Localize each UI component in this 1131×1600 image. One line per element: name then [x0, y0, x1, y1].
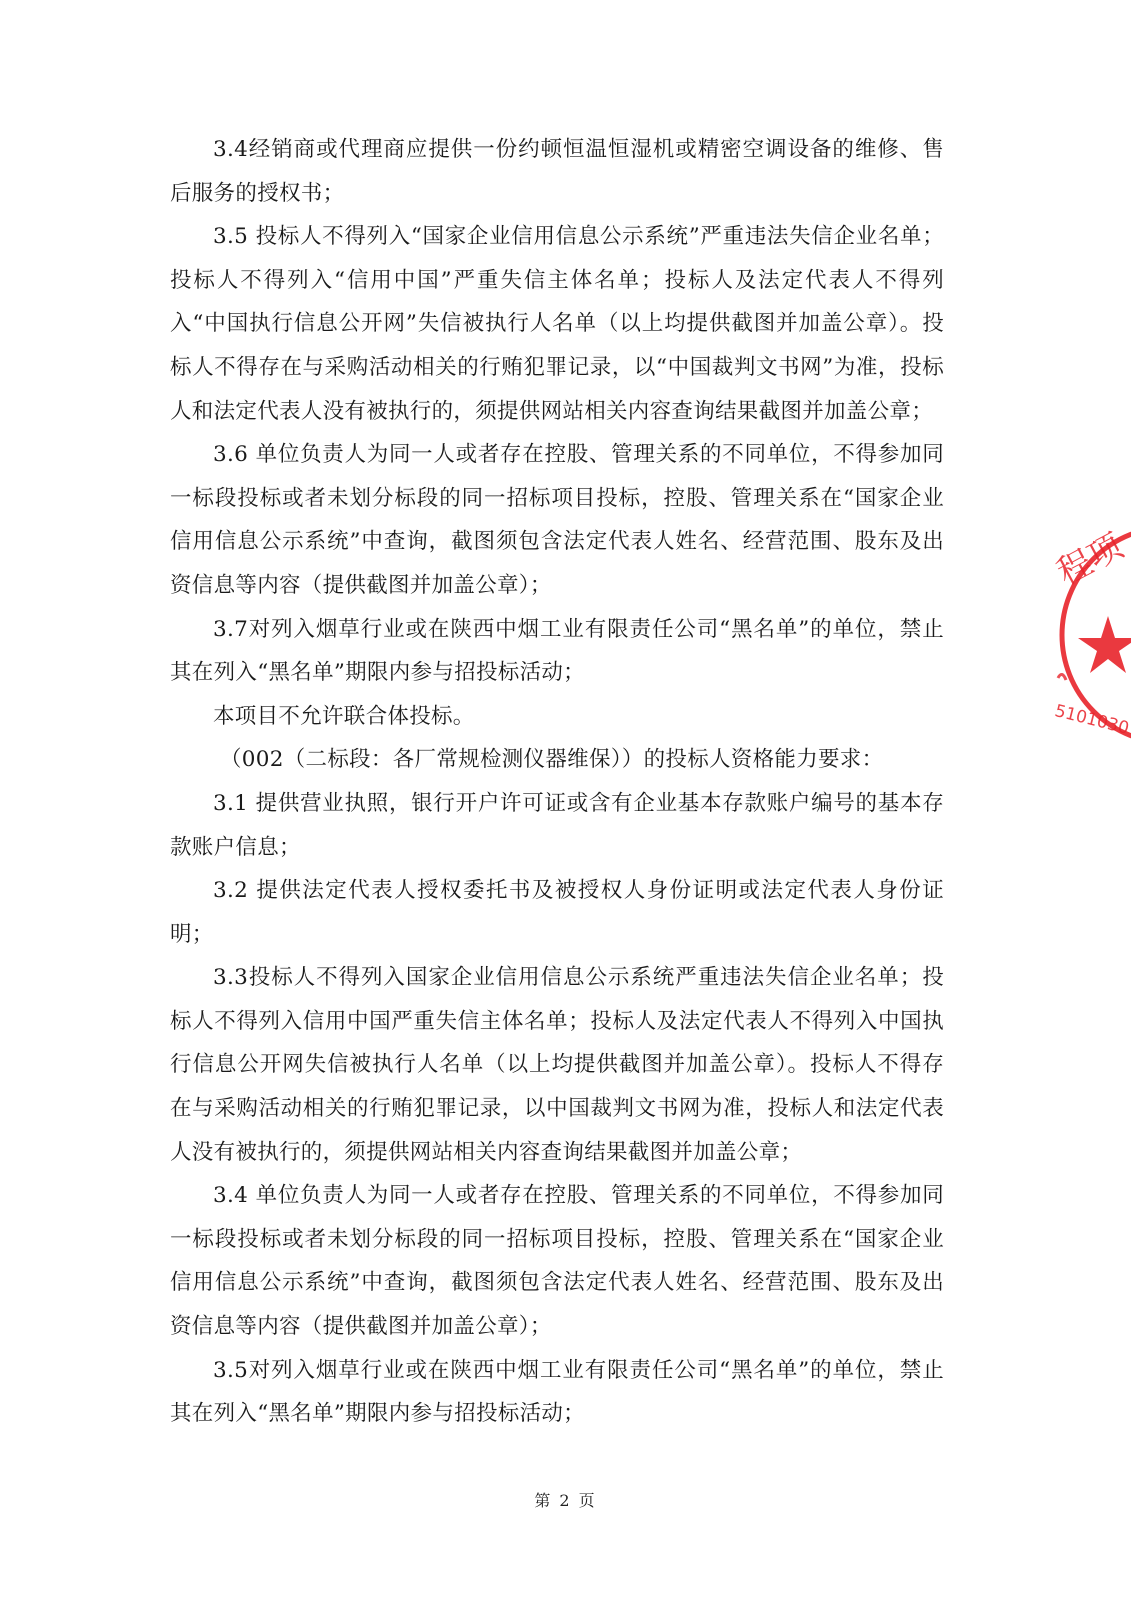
section-heading-lot-2: （002（二标段：各厂常规检测仪器维保））的投标人资格能力要求：	[220, 747, 884, 773]
paragraph-no-consortium: 本项目不允许联合体投标。	[213, 703, 475, 729]
paragraph-3-5-blacklist: 3.5对列入烟草行业或在陕西中烟工业有限责任公司“黑名单”的单位，禁止其在列入“黑名单”期限内参与招投标活动；	[170, 1357, 944, 1427]
seal-text-number: 5101030	[1052, 701, 1131, 739]
company-seal-stamp	[1052, 520, 1131, 750]
paragraph-3-2-authorization-letter: 3.2 提供法定代表人授权委托书及被授权人身份证明或法定代表人身份证明；	[170, 878, 944, 947]
paragraph-3-3-credit-check: 3.3投标人不得列入国家企业信用信息公示系统严重违法失信企业名单；投标人不得列入信用中国严重失信主体名单；投标人及法定代表人不得列入中国执行信息公开网失信被执行人名单（以上均提供截图并加盖公章）。投标人不得存在与采购活动相关的行贿犯罪记录，以中国裁判文书网为准，投标人和法定代表人没有被执行的，须提供网站相关内容查询结果截图并加盖公章；	[170, 965, 944, 1165]
document-body	[170, 128, 944, 1436]
seal-star-icon	[1078, 616, 1131, 673]
paragraph-3-1-business-license: 3.1 提供营业执照，银行开户许可证或含有企业基本存款账户编号的基本存款账户信息；	[170, 790, 944, 860]
paragraph-3-4-same-responsible-person: 3.4 单位负责人为同一人或者存在控股、管理关系的不同单位，不得参加同一标段投标或者未划分标段的同一招标项目投标，控股、管理关系在“国家企业信用信息公示系统”中查询，截图须包含法定代表人姓名、经营范围、股东及出资信息等内容（提供截图并加盖公章）；	[170, 1183, 944, 1340]
seal-text-top: 程项	[1050, 526, 1130, 594]
paragraph-3-5-credit-check: 3.5 投标人不得列入“国家企业信用信息公示系统”严重违法失信企业名单；投标人不得列入“信用中国”严重失信主体名单；投标人及法定代表人不得列入“中国执行信息公开网”失信被执行人名单（以上均提供截图并加盖公章）。投标人不得存在与采购活动相关的行贿犯罪记录，以“中国裁判文书网”为准，投标人和法定代表人没有被执行的，须提供网站相关内容查询结果截图并加盖公章；	[170, 224, 944, 424]
paragraph-3-4-authorization: 3.4经销商或代理商应提供一份约顿恒温恒湿机或精密空调设备的维修、售后服务的授权书；	[170, 137, 944, 206]
paragraph-3-7-blacklist: 3.7对列入烟草行业或在陕西中烟工业有限责任公司“黑名单”的单位，禁止其在列入“黑名单”期限内参与招投标活动；	[170, 616, 944, 686]
paragraph-3-6-same-responsible-person: 3.6 单位负责人为同一人或者存在控股、管理关系的不同单位，不得参加同一标段投标或者未划分标段的同一招标项目投标，控股、管理关系在“国家企业信用信息公示系统”中查询，截图须包含法定代表人姓名、经营范围、股东及出资信息等内容（提供截图并加盖公章）；	[170, 442, 944, 598]
page-number: 第 2 页	[534, 1491, 597, 1510]
